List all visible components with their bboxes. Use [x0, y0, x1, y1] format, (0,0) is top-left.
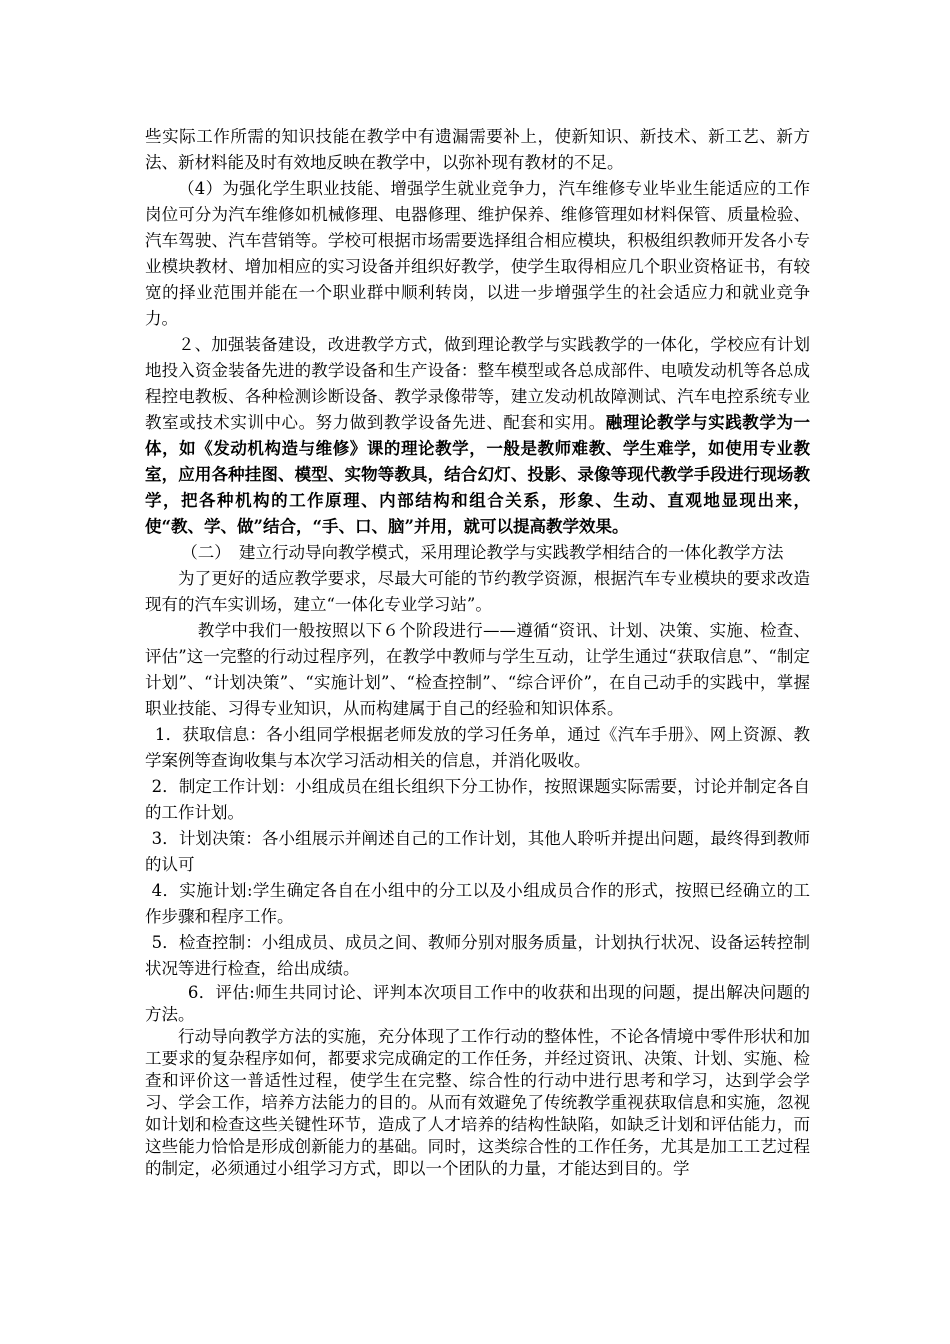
- step-6-evaluate: 6．评估:师生共同讨论、评判本次项目工作中的收获和出现的问题，提出解决问题的方法。: [145, 983, 810, 1024]
- document-body: [145, 124, 810, 1180]
- step-2-make-plan: 2．制定工作计划：小组成员在组长组织下分工协作，按照课题实际需要，讨论并制定各自的工作计划。: [145, 777, 810, 822]
- paragraph-item-4: （4）为强化学生职业技能、增强学生就业竞争力，汽车维修专业毕业生能适应的工作岗位可分为汽车维修如机械修理、电器修理、维护保养、维修管理如材料保管、质量检验、汽车驾驶、汽车营销等。学校可根据市场需要选择组合相应模块，积极组织教师开发各小专业模块教材、增加相应的实习设备并组织好教学，使学生取得相应几个职业资格证书，有较宽的择业范围并能在一个职业群中顺利转岗，以进一步增强学生的社会适应力和就业竞争力。: [145, 179, 810, 328]
- paragraph-equipment-bold: 融理论教学与实践教学为一体，如《发动机构造与维修》课的理论教学，一般是教师难教、学生难学，如使用专业教室，应用各种挂图、模型、实物等教具，结合幻灯、投影、录像等现代教学手段进行现场教学，把各种机构的工作原理、内部结构和组合关系，形象、生动、直观地显现出来，使“教、学、做”结合，“手、口、脑”并用，就可以提高教学效果。: [145, 413, 811, 536]
- paragraph-equipment: [145, 332, 810, 540]
- step-5-check-control: 5．检查控制：小组成员、成员之间、教师分别对服务质量，计划执行状况、设备运转控制状况等进行检查，给出成绩。: [145, 933, 810, 978]
- paragraph-equipment-text: ２、加强装备建设，改进教学方式，做到理论教学与实践教学的一体化，学校应有计划地投入资金装备先进的教学设备和生产设备：整车模型或各总成部件、电喷发动机等各总成程控电教板、各种检测诊断设备、教学录像带等，建立发动机故障测试、汽车电控系统专业教室或技术实训中心。努力做到教学设备先进、配套和实用。: [145, 335, 810, 432]
- paragraph-six-stages: 教学中我们一般按照以下６个阶段进行——遵循“资讯、计划、决策、实施、检查、评估”这一完整的行动过程序列，在教学中教师与学生互动，让学生通过“获取信息”、“制定计划”、“计划决策”、“实施计划”、“检查控制”、“综合评价”，在自己动手的实践中，掌握职业技能、习得专业知识，从而构建属于自己的经验和知识体系。: [145, 621, 810, 718]
- step-4-implement: 4．实施计划:学生确定各自在小组中的分工以及小组成员合作的形式，按照已经确立的工作步骤和程序工作。: [145, 881, 810, 926]
- step-1-gather-info: 1．获取信息：各小组同学根据老师发放的学习任务单，通过《汽车手册》、网上资源、教学案例等查询收集与本次学习活动相关的信息，并消化吸收。: [145, 725, 810, 770]
- paragraph-continuation: 些实际工作所需的知识技能在教学中有遗漏需要补上，使新知识、新技术、新工艺、新方法、新材料能及时有效地反映在教学中，以弥补现有教材的不足。: [145, 127, 810, 172]
- paragraph-action-oriented: 行动导向教学方法的实施，充分体现了工作行动的整体性，不论各情境中零件形状和加工要求的复杂程序如何，都要求完成确定的工作任务，并经过资讯、决策、计划、实施、检查和评价这一普适性过程，使学生在完整、综合性的行动中进行思考和学习，达到学会学习、学会工作，培养方法能力的目的。从而有效避免了传统教学重视获取信息和实施，忽视如计划和检查这些关键性环节，造成了人才培养的结构性缺陷，如缺乏计划和评估能力，而这些能力恰恰是形成创新能力的基础。同时，这类综合性的工作任务，尤其是加工工艺过程的制定，必须通过小组学习方式，即以一个团队的力量，才能达到目的。学: [145, 1027, 810, 1178]
- paragraph-learning-station: 为了更好的适应教学要求，尽最大可能的节约教学资源，根据汽车专业模块的要求改造现有的汽车实训场，建立“一体化专业学习站”。: [145, 569, 810, 614]
- section-heading-2: （二） 建立行动导向教学模式，采用理论教学与实践教学相结合的一体化教学方法: [181, 543, 784, 562]
- step-3-plan-decision: 3．计划决策：各小组展示并阐述自己的工作计划，其他人聆听并提出问题，最终得到教师的认可: [145, 829, 810, 874]
